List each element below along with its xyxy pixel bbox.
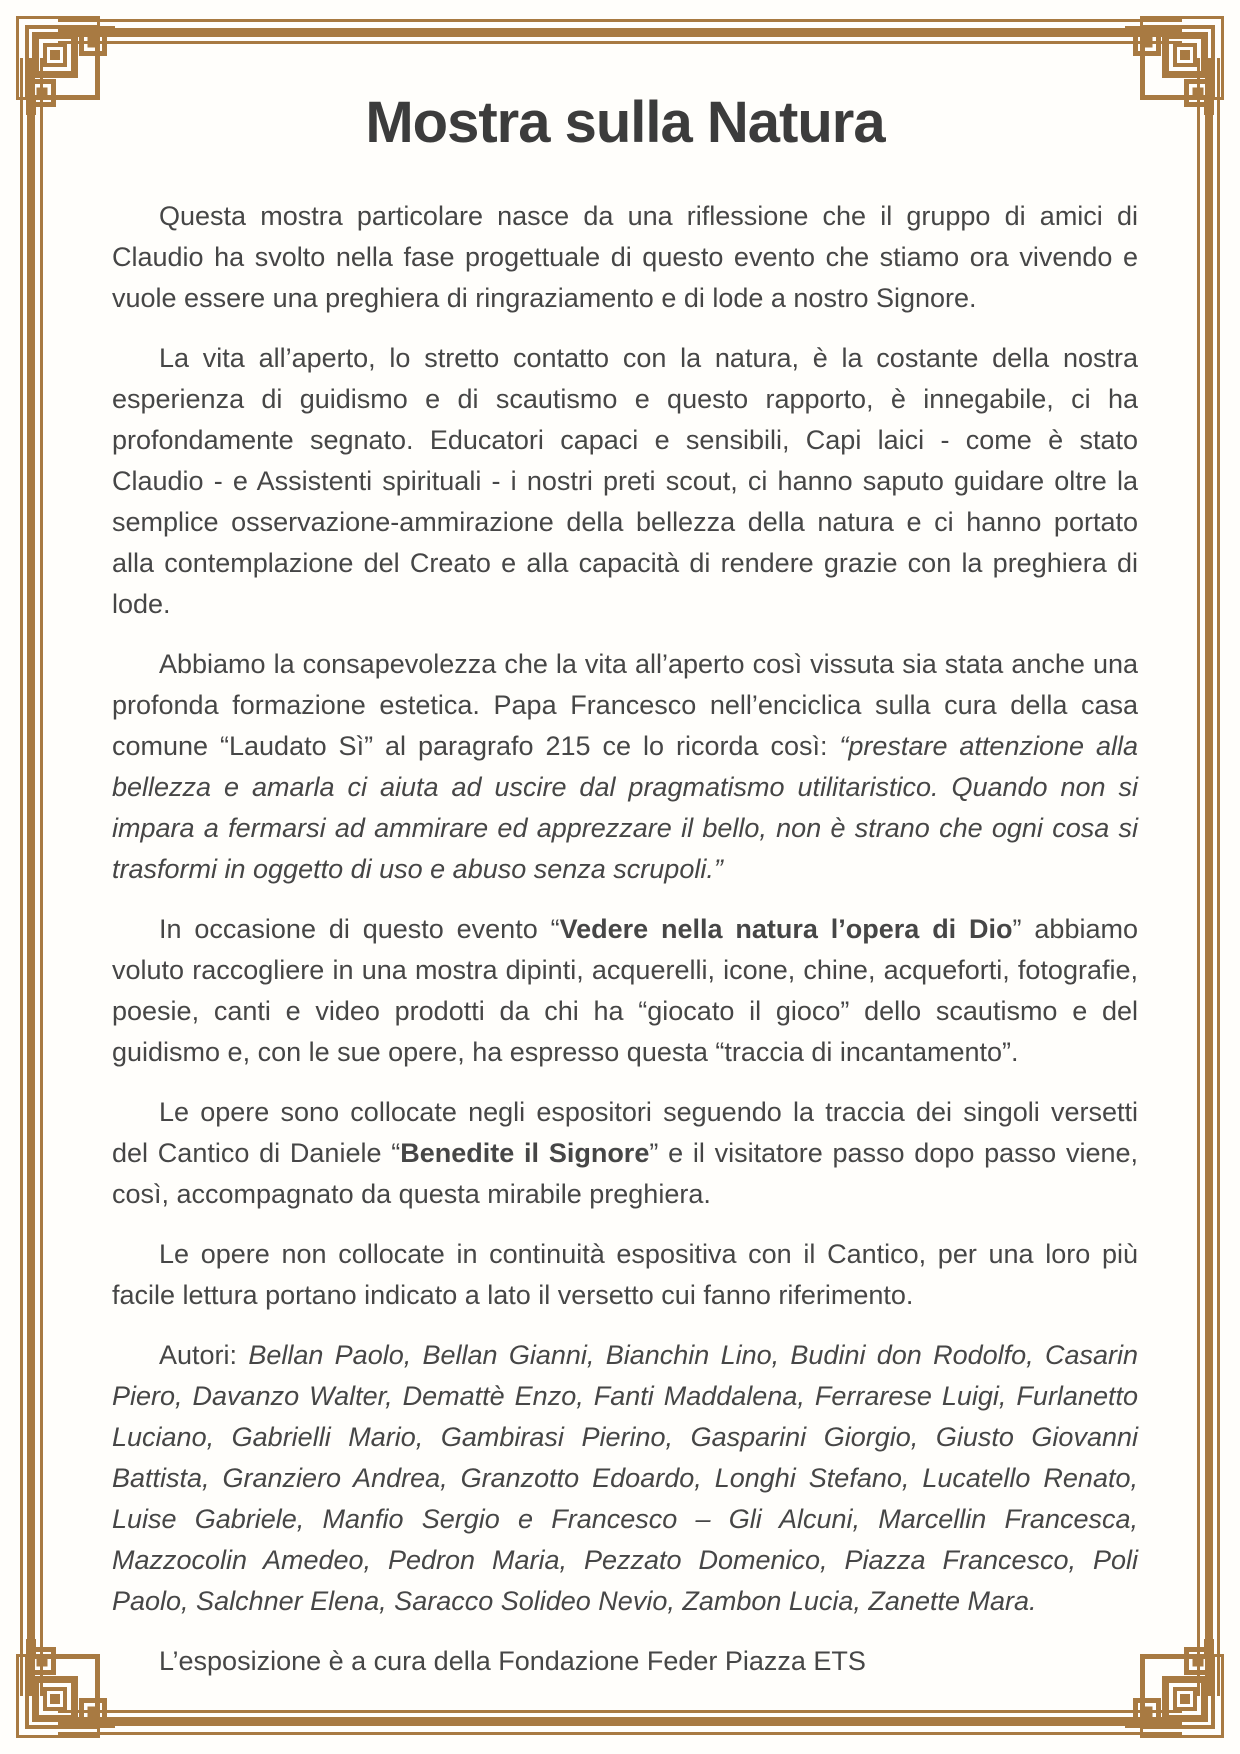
frame-top-thin-inner-line — [58, 41, 1182, 44]
frame-left-thin-outer-line — [20, 58, 23, 1696]
paragraph-intro-text: Questa mostra particolare nasce da una riflessione che il gruppo di amici di Claudio ha svolto nella fase progettuale di questo evento che stiamo ora vivendo e vuole essere una preghiera di ringraziamento e di lode a nostro Signore. — [112, 201, 1138, 313]
frame-bottom-thick-line — [58, 1717, 1182, 1726]
laudato-si-quote: “prestare attenzione alla bellezza e amarla ci aiuta ad uscire dal pragmatismo utilitaristico. Quando non si impara a fermarsi ad ammirare ed apprezzare il bello, non è strano che ogni cosa si trasformi in oggetto di uso e abuso senza scrupoli.” — [112, 731, 1138, 884]
paragraph-curatore-text: L’esposizione è a cura della Fondazione Feder Piazza ETS — [159, 1646, 866, 1676]
document-content — [112, 86, 1138, 1701]
paragraph-opere-pre: Le opere sono collocate negli espositori seguendo la traccia dei singoli versetti del Cantico di Daniele “ — [112, 1097, 1138, 1168]
frame-left-thick-line — [27, 58, 35, 1696]
cantico-title-bold: Benedite il Signore — [400, 1138, 650, 1168]
corner-ornament-bottom-left-icon — [15, 1639, 115, 1739]
corner-ornament-top-left-icon — [15, 15, 115, 115]
paragraph-consapevolezza — [112, 644, 1138, 890]
paragraph-opere-post: ” e il visitatore passo dopo passo viene, così, accompagnato da questa mirabile preghiera. — [112, 1138, 1139, 1209]
paragraph-opere-collocate — [112, 1092, 1138, 1215]
frame-right-thin-outer-line — [1217, 58, 1220, 1696]
paragraph-curatore — [112, 1641, 1138, 1682]
paragraph-autori — [112, 1335, 1138, 1622]
evento-title-bold: Vedere nella natura l’opera di Dio — [559, 914, 1013, 944]
frame-bottom-thin-inner-line — [58, 1710, 1182, 1713]
frame-right-thin-inner-line — [1197, 58, 1200, 1696]
frame-bottom-thin-outer-line — [58, 1732, 1182, 1735]
frame-left-thin-inner-line — [40, 58, 43, 1696]
autori-label: Autori: — [159, 1340, 249, 1370]
paragraph-consapevolezza-text: Abbiamo la consapevolezza che la vita all’aperto così vissuta sia stata anche una profonda formazione estetica. Papa Francesco nell’enciclica sulla cura della casa comune “Laudato Sì” al paragrafo 215 ce lo ricorda così: — [112, 649, 1138, 761]
page-title: Mostra sulla Natura — [365, 90, 885, 155]
corner-ornament-top-right-icon — [1125, 15, 1225, 115]
paragraph-vita-aperto-text: La vita all’aperto, lo stretto contatto con la natura, è la costante della nostra esperienza di guidismo e di scautismo e questo rapporto, è innegabile, ci ha profondamente segnato. Educatori capaci e sensibili, Capi laici - come è stato Claudio - e Assistenti spirituali - i nostri preti scout, ci hanno saputo guidare oltre la semplice osservazione-ammirazione della bellezza della natura e ci hanno portato alla contemplazione del Creato e alla capacità di rendere grazie con la preghiera di lode. — [112, 343, 1138, 619]
paragraph-opere-non-collocate-text: Le opere non collocate in continuità espositiva con il Cantico, per una loro più facile lettura portano indicato a lato il versetto cui fanno riferimento. — [112, 1239, 1138, 1310]
paragraph-evento — [112, 909, 1138, 1073]
paragraph-intro — [112, 196, 1138, 319]
frame-top-thin-outer-line — [58, 19, 1182, 22]
paragraph-evento-post: ” abbiamo voluto raccogliere in una mostra dipinti, acquerelli, icone, chine, acqueforti, fotografie, poesie, canti e video prodotti da chi ha “giocato il gioco” dello scautismo e del guidismo e, con le sue opere, ha espresso questa “traccia di incantamento”. — [112, 914, 1138, 1067]
corner-ornament-bottom-right-icon — [1125, 1639, 1225, 1739]
paragraph-evento-pre: In occasione di questo evento “ — [159, 914, 560, 944]
frame-top-thick-line — [58, 28, 1182, 37]
frame-right-thick-line — [1205, 58, 1213, 1696]
paragraph-vita-aperto — [112, 338, 1138, 625]
paragraph-opere-non-collocate — [112, 1234, 1138, 1316]
autori-names: Bellan Paolo, Bellan Gianni, Bianchin Lino, Budini don Rodolfo, Casarin Piero, Davanzo Walter, Demattè Enzo, Fanti Maddalena, Ferrarese Luigi, Furlanetto Luciano, Gabrielli Mario, Gambirasi Pierino, Gasparini Giorgio, Giusto Giovanni Battista, Granziero Andrea, Granzotto Edoardo, Longhi Stefano, Lucatello Renato, Luise Gabriele, Manfio Sergio e Francesco – Gli Alcuni, Marcellin Francesca, Mazzocolin Amedeo, Pedron Maria, Pezzato Domenico, Piazza Francesco, Poli Paolo, Salchner Elena, Saracco Solideo Nevio, Zambon Lucia, Zanette Mara. — [112, 1340, 1138, 1616]
